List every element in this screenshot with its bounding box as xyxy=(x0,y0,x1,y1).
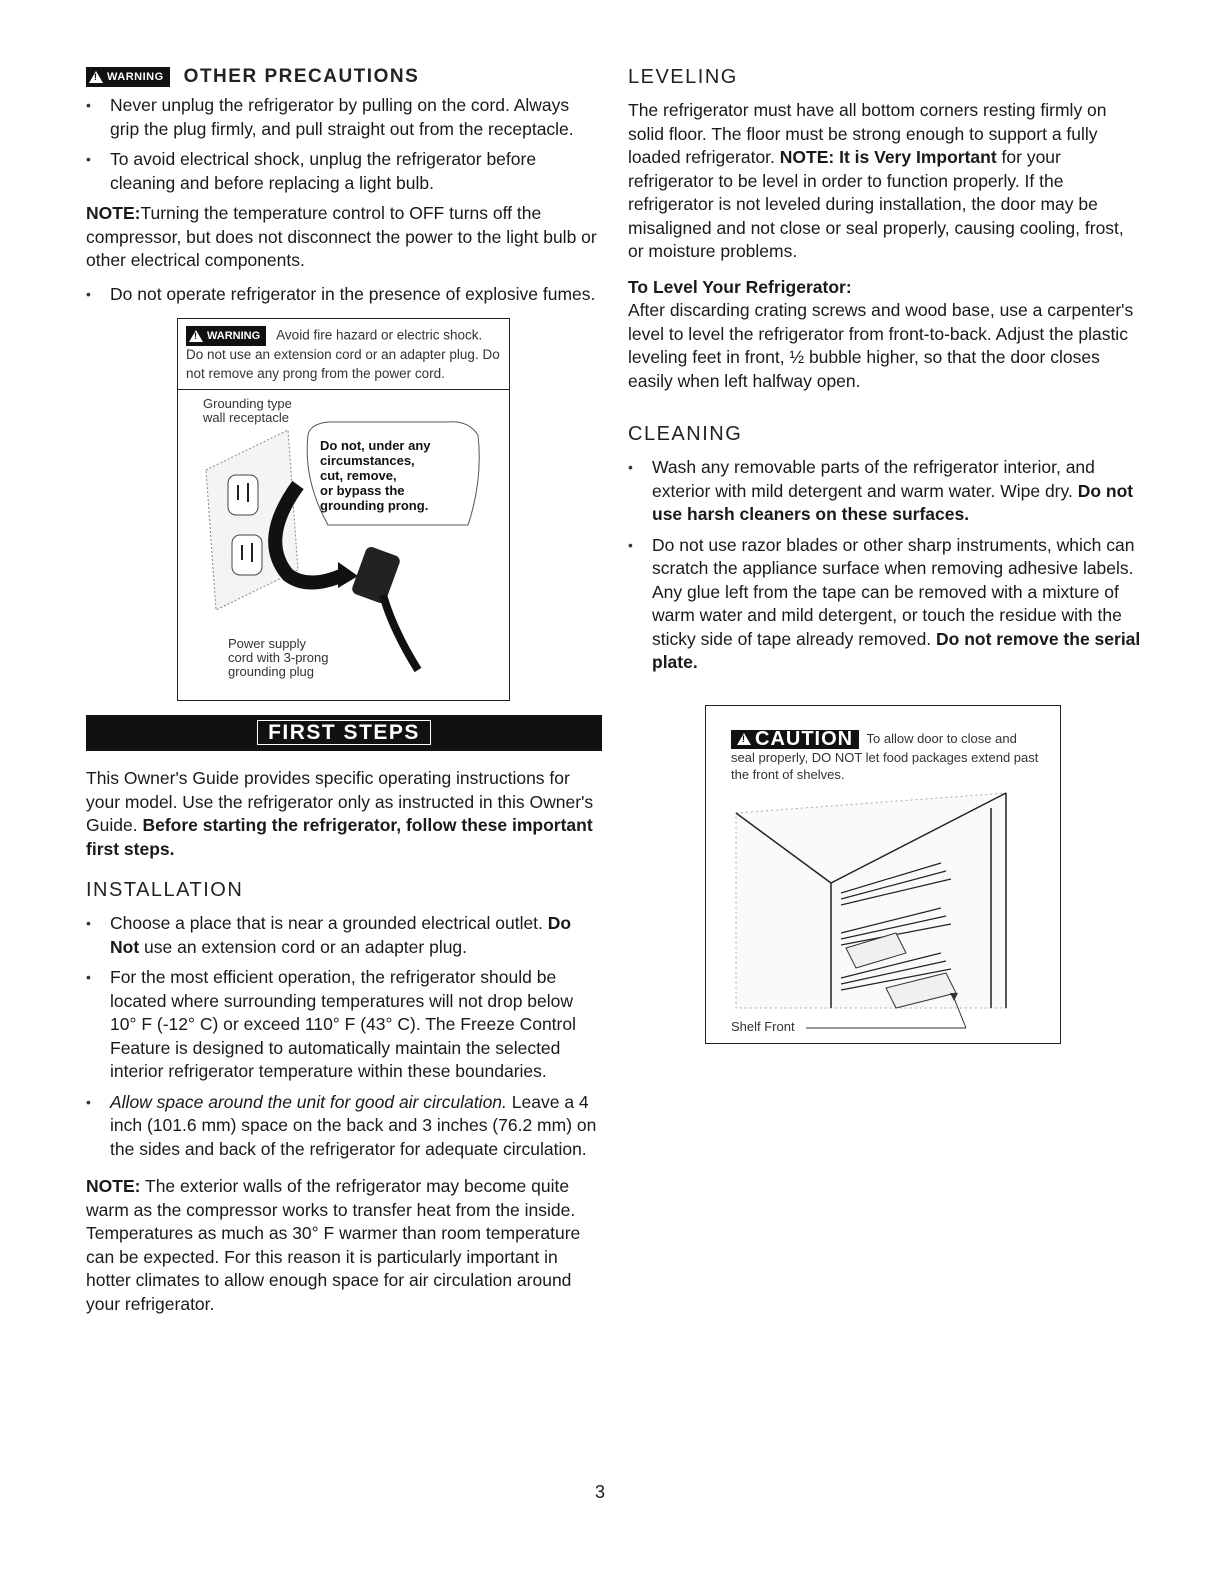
first-steps-intro: This Owner's Guide provides specific operating instructions for your model. Use the refrigerator only as instructed in this Owner's Guide. Before starting the refrigerator, follow these important first steps. xyxy=(86,768,594,859)
leveling-heading: LEVELING xyxy=(628,66,738,88)
warning-triangle-icon: ! xyxy=(189,330,203,342)
outlet-plug-diagram xyxy=(178,390,509,700)
warning-box-text: ! WARNING Avoid fire hazard or electric shock. Do not use an extension cord or an adapter plug. Do not remove any prong from the power cord. xyxy=(178,319,509,390)
left-column xyxy=(86,66,602,1316)
warning-box xyxy=(177,318,510,701)
page-number: 3 xyxy=(595,1482,606,1502)
right-column xyxy=(628,66,1143,1044)
list-item: • To avoid electrical shock, unplug the refrigerator before cleaning and before replacing a light bulb. xyxy=(86,148,602,195)
leveling-subheading: To Level Your Refrigerator: xyxy=(628,276,852,297)
list-item: • Do not operate refrigerator in the presence of explosive fumes. xyxy=(86,283,602,307)
plug-icon xyxy=(351,545,402,604)
first-steps-banner xyxy=(86,715,602,751)
precautions-list-2 xyxy=(86,283,602,307)
svg-text:Power supply: Power supply xyxy=(228,636,307,651)
receptacle-label-1: Grounding type xyxy=(203,396,292,411)
warning-badge: ! WARNING xyxy=(186,326,266,346)
cleaning-heading: CLEANING xyxy=(628,423,743,445)
svg-text:cut, remove,: cut, remove, xyxy=(320,468,397,483)
shelf-illustration xyxy=(706,783,1060,1043)
note-label: NOTE: xyxy=(86,203,141,223)
outlet-top xyxy=(228,475,258,515)
installation-list xyxy=(86,912,602,1161)
first-steps-bold: Before starting the refrigerator, follow these important first steps. xyxy=(86,815,593,859)
power-cord xyxy=(383,595,418,670)
banner-title: FIRST STEPS xyxy=(257,720,431,745)
installation-note: NOTE: The exterior walls of the refrigerator may become quite warm as the compressor works to transfer heat from the inside. Temperatures as much as 30° F warmer than room temperature can be expected. For this reason it is particularly important in hotter climates to allow enough space for air circulation around your refrigerator. xyxy=(86,1176,581,1314)
svg-text:cord with 3-prong: cord with 3-prong xyxy=(228,650,329,665)
list-item: • Allow space around the unit for good air circulation. Leave a 4 inch (101.6 mm) space on the back and 3 inches (76.2 mm) on the sides and back of the refrigerator for adequate circulation. xyxy=(86,1091,602,1162)
section-title: OTHER PRECAUTIONS xyxy=(183,66,420,87)
other-precautions-heading xyxy=(86,66,602,88)
shelf-diagram xyxy=(706,783,1060,1043)
receptacle-label-2: wall receptacle xyxy=(203,410,289,425)
leveling-instructions: After discarding crating screws and wood base, use a carpenter's level to level the refrigerator from front-to-back. Adjust the plastic leveling feet in front, ½ bubble higher, so that the door closes easily when left halfway open. xyxy=(628,300,1134,391)
caution-triangle-icon: ! xyxy=(737,733,751,745)
caution-box xyxy=(705,705,1061,1044)
list-item: • Choose a place that is near a grounded electrical outlet. Do Not use an extension cord or an adapter plug. xyxy=(86,912,602,959)
outlet-illustration xyxy=(178,390,509,700)
note-text: Turning the temperature control to OFF turns off the compressor, but does not disconnect the power to the light bulb or other electrical components. xyxy=(86,203,597,270)
outlet-bottom xyxy=(232,535,262,575)
warning-badge: ! WARNING xyxy=(86,67,170,87)
cleaning-list xyxy=(628,456,1143,675)
svg-text:grounding prong.: grounding prong. xyxy=(320,498,429,513)
shelf-front-label: Shelf Front xyxy=(731,1018,795,1034)
svg-text:grounding plug: grounding plug xyxy=(228,664,315,679)
list-item: • Do not use razor blades or other sharp instruments, which can scratch the appliance surface when removing adhesive labels. Any glue left from the tape can be removed with a mixture of warm water and mild detergent, or touch the residue with the sticky side of tape already removed. Do not remove the serial plate. xyxy=(628,534,1143,675)
list-item: • For the most efficient operation, the refrigerator should be located where surrounding temperatures will not drop below 10° F (-12° C) or exceed 110° F (43° C). The Freeze Control Feature is designed to automatically maintain the selected interior refrigerator temperature within these boundaries. xyxy=(86,966,602,1084)
svg-text:or bypass the: or bypass the xyxy=(320,483,405,498)
note-paragraph xyxy=(86,202,602,273)
caution-text: ! CAUTION To allow door to close and seal properly, DO NOT let food packages extend past the front of shelves. xyxy=(731,727,1039,782)
installation-heading: INSTALLATION xyxy=(86,879,244,901)
precautions-list xyxy=(86,94,602,195)
warning-triangle-icon: ! xyxy=(89,71,103,83)
svg-text:Do not, under any: Do not, under any xyxy=(320,438,431,453)
svg-text:circumstances,: circumstances, xyxy=(320,453,415,468)
list-item: • Wash any removable parts of the refrigerator interior, and exterior with mild detergent and warm water. Wipe dry. Do not use harsh cleaners on these surfaces. xyxy=(628,456,1143,527)
caution-badge: ! CAUTION xyxy=(731,730,859,749)
leveling-paragraph: The refrigerator must have all bottom corners resting firmly on solid floor. The floor must be strong enough to support a fully loaded refrigerator. NOTE: It is Very Important for your refrigerator to be level in order to function properly. If the refrigerator is not leveled during installation, the door may be misaligned and not close or seal properly, causing cooling, frost, or moisture problems. xyxy=(628,100,1124,261)
list-item: • Never unplug the refrigerator by pulling on the cord. Always grip the plug firmly, and pull straight out from the receptacle. xyxy=(86,94,602,141)
